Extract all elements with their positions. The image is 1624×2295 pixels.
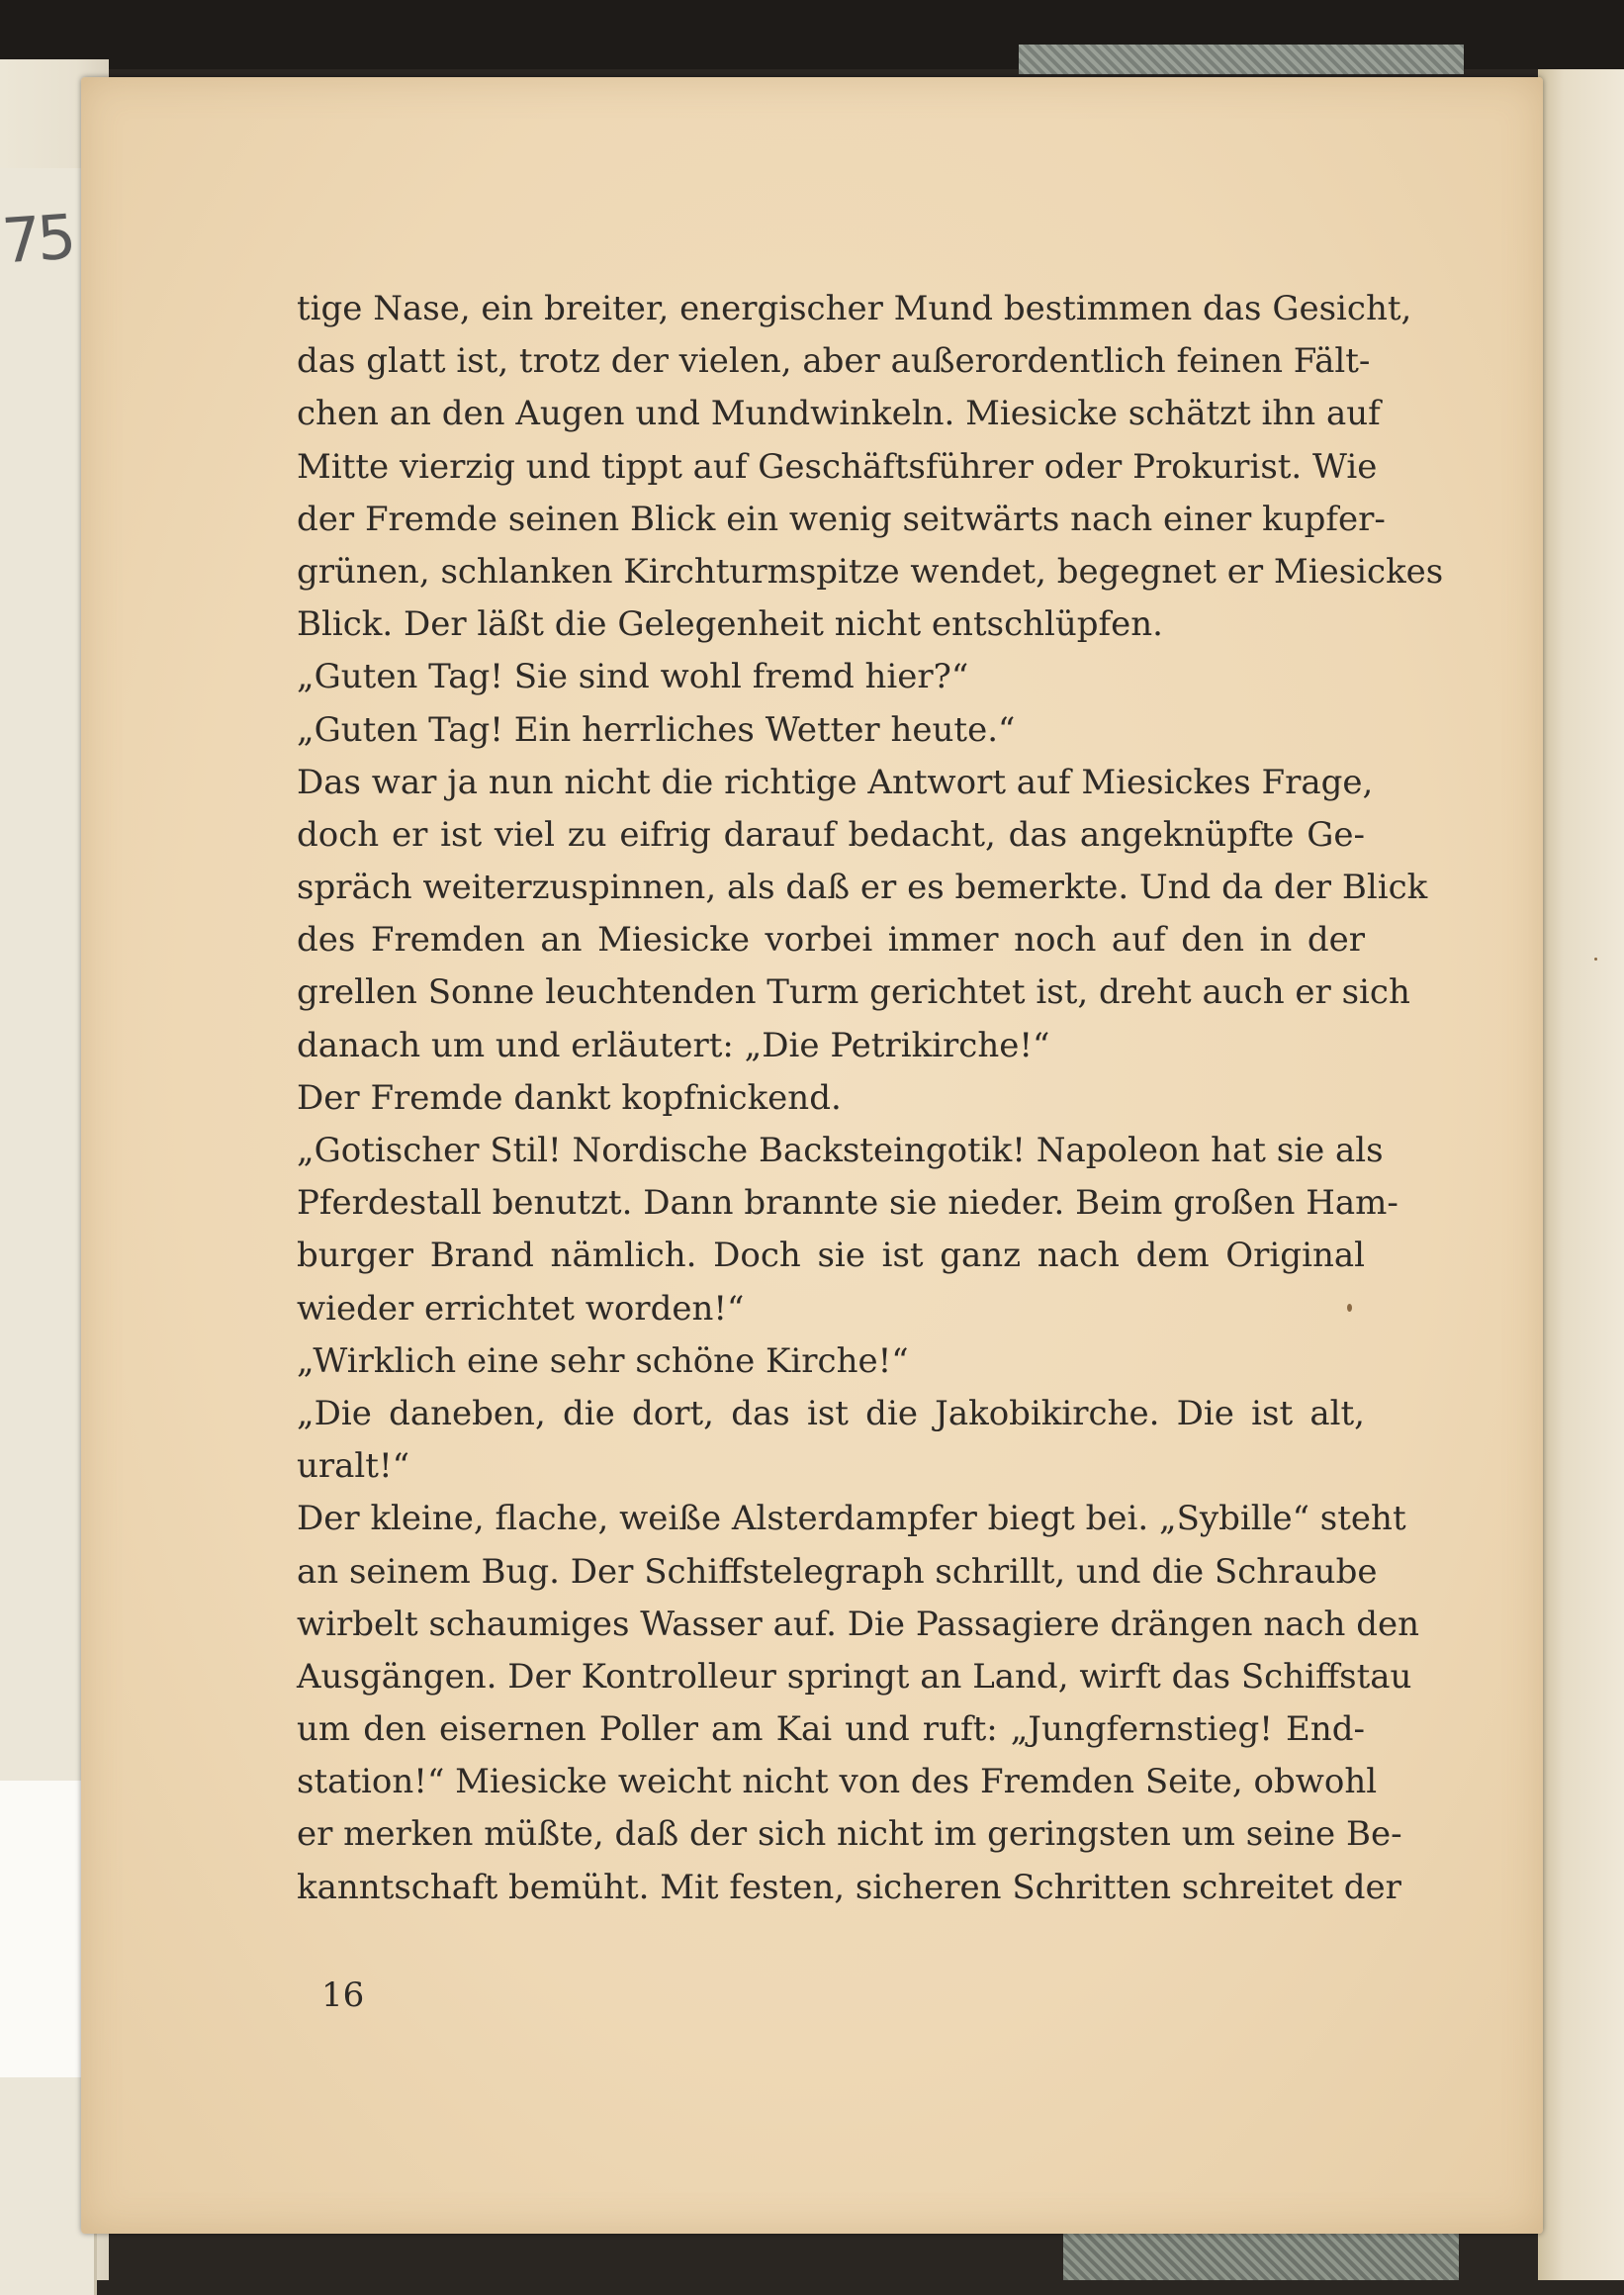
body-text [297,283,1444,1914]
paper-fleck [1594,958,1597,961]
text-line: wieder errichtet worden!“ [297,1288,745,1329]
text-line: Pferdestall benutzt. Dann brannte sie nieder. Beim großen Ham- [297,1183,1398,1224]
text-line: chen an den Augen und Mundwinkeln. Miesicke schätzt ihn auf [297,394,1381,434]
text-line: wirbelt schaumiges Wasser auf. Die Passagiere drängen nach den [297,1604,1420,1644]
right-cover-board [1538,69,1624,2280]
text-line: doch er ist viel zu eifrig darauf bedacht, das angeknüpfte Ge- [297,814,1365,855]
text-line: kanntschaft bemüht. Mit festen, sicheren Schritten schreitet der [297,1867,1401,1907]
text-line: grünen, schlanken Kirchturmspitze wendet, begegnet er Miesickes [297,551,1444,592]
text-line: burger Brand nämlich. Doch sie ist ganz nach dem Original [297,1236,1365,1276]
text-line: spräch weiterzuspinnen, als daß er es bemerkte. Und da der Blick [297,868,1428,908]
text-line: „Guten Tag! Ein herrliches Wetter heute.“ [297,709,1016,750]
text-line: station!“ Miesicke weicht nicht von des Fremden Seite, obwohl [297,1762,1378,1802]
text-line: Der Fremde dankt kopfnickend. [297,1077,842,1118]
binding-cloth-top [1019,45,1464,74]
text-line: tige Nase, ein breiter, energischer Mund bestimmen das Gesicht, [297,289,1412,328]
text-line: „Guten Tag! Sie sind wohl fremd hier?“ [297,657,969,697]
margin-mark: 75 [0,200,75,278]
text-line: danach um und erläutert: „Die Petrikirche!“ [297,1025,1050,1065]
text-line: Ausgängen. Der Kontrolleur springt an Land, wirft das Schiffstau [297,1656,1412,1697]
text-line: Der kleine, flache, weiße Alsterdampfer biegt bei. „Sybille“ steht [297,1499,1406,1539]
text-line: „Gotischer Stil! Nordische Backsteingotik! Napoleon hat sie als [297,1131,1384,1170]
page-number: 16 [321,1975,365,2015]
text-line: Blick. Der läßt die Gelegenheit nicht entschlüpfen. [297,604,1163,645]
text-line: der Fremde seinen Blick ein wenig seitwärts nach einer kupfer- [297,499,1386,539]
text-line: er merken müßte, daß der sich nicht im geringsten um seine Be- [297,1814,1402,1855]
text-line: das glatt ist, trotz der vielen, aber außerordentlich feinen Fält- [297,341,1371,382]
text-line: Das war ja nun nicht die richtige Antwort auf Miesickes Frage, [297,762,1374,802]
text-line: „Wirklich eine sehr schöne Kirche!“ [297,1340,909,1381]
text-line: „Die daneben, die dort, das ist die Jakobikirche. Die ist alt, [297,1393,1365,1433]
text-line: Mitte vierzig und tippt auf Geschäftsführer oder Prokurist. Wie [297,446,1378,487]
text-line: an seinem Bug. Der Schiffstelegraph schrillt, und die Schraube [297,1551,1378,1592]
text-line: grellen Sonne leuchtenden Turm gerichtet ist, dreht auch er sich [297,972,1410,1013]
text-line: um den eisernen Poller am Kai und ruft: „Jungfernstieg! End- [297,1709,1365,1750]
text-line: des Fremden an Miesicke vorbei immer noch auf den in der [297,920,1365,961]
text-line: uralt!“ [297,1446,410,1487]
